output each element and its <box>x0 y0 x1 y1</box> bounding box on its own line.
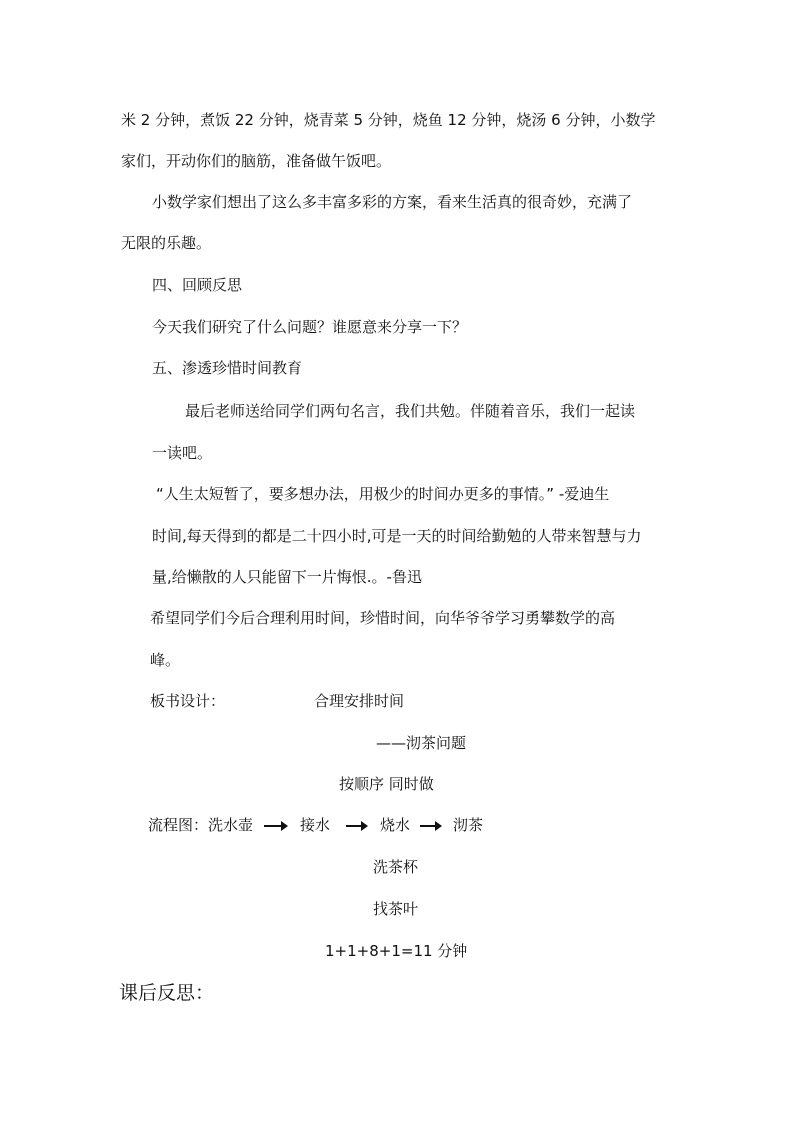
flow-step-boil-water: 烧水 <box>380 816 411 834</box>
flow-chart <box>148 815 508 837</box>
flow-step-wash-kettle: 流程图：洗水壶 <box>148 816 254 834</box>
board-title: 合理安排时间 <box>314 692 405 710</box>
flow-parallel-wash-cups: 洗茶杯 <box>373 858 419 876</box>
board-subtitle: ——沏茶问题 <box>376 734 467 752</box>
arrow-icon <box>420 825 438 827</box>
section-heading: 四、回顾反思 <box>152 276 243 294</box>
paragraph-line: 家们，开动你们的脑筋，准备做午饭吧。 <box>121 152 392 170</box>
flow-step-make-tea: 沏茶 <box>453 816 484 834</box>
arrow-icon <box>346 825 364 827</box>
quote-line: “人生太短暂了，要多想办法，用极少的时间办更多的事情。” -爱迪生 <box>156 485 610 503</box>
paragraph-line: 最后老师送给同学们两句名言，我们共勉。伴随着音乐，我们一起读 <box>185 402 636 420</box>
flow-parallel-find-tea: 找茶叶 <box>373 900 419 918</box>
quote-line: 时间,每天得到的都是二十四小时,可是一天的时间给勤勉的人带来智慧与力 <box>152 527 642 545</box>
reflection-heading: 课后反思： <box>119 982 215 1004</box>
paragraph-line: 小数学家们想出了这么多丰富多彩的方案，看来生活真的很奇妙，充满了 <box>152 193 633 211</box>
board-label: 板书设计： <box>150 692 226 710</box>
arrow-icon <box>264 825 284 827</box>
paragraph-line: 一读吧。 <box>152 444 213 462</box>
paragraph-line: 峰。 <box>150 651 181 669</box>
time-formula: 1+1+8+1=11 分钟 <box>325 942 468 960</box>
paragraph-line: 希望同学们今后合理利用时间，珍惜时间，向华爷爷学习勇攀数学的高 <box>150 609 616 627</box>
paragraph-line: 无限的乐趣。 <box>121 234 212 252</box>
paragraph-line: 今天我们研究了什么问题？谁愿意来分享一下？ <box>152 318 468 336</box>
section-heading: 五、渗透珍惜时间教育 <box>152 359 303 377</box>
board-methods: 按顺序 同时做 <box>339 775 434 793</box>
quote-line: 量,给懒散的人只能留下一片悔恨.。-鲁迅 <box>152 568 422 586</box>
flow-step-fill-water: 接水 <box>300 816 331 834</box>
paragraph-line: 米 2 分钟，煮饭 22 分钟，烧青菜 5 分钟，烧鱼 12 分钟，烧汤 6 分钟，小数学 <box>121 111 656 129</box>
